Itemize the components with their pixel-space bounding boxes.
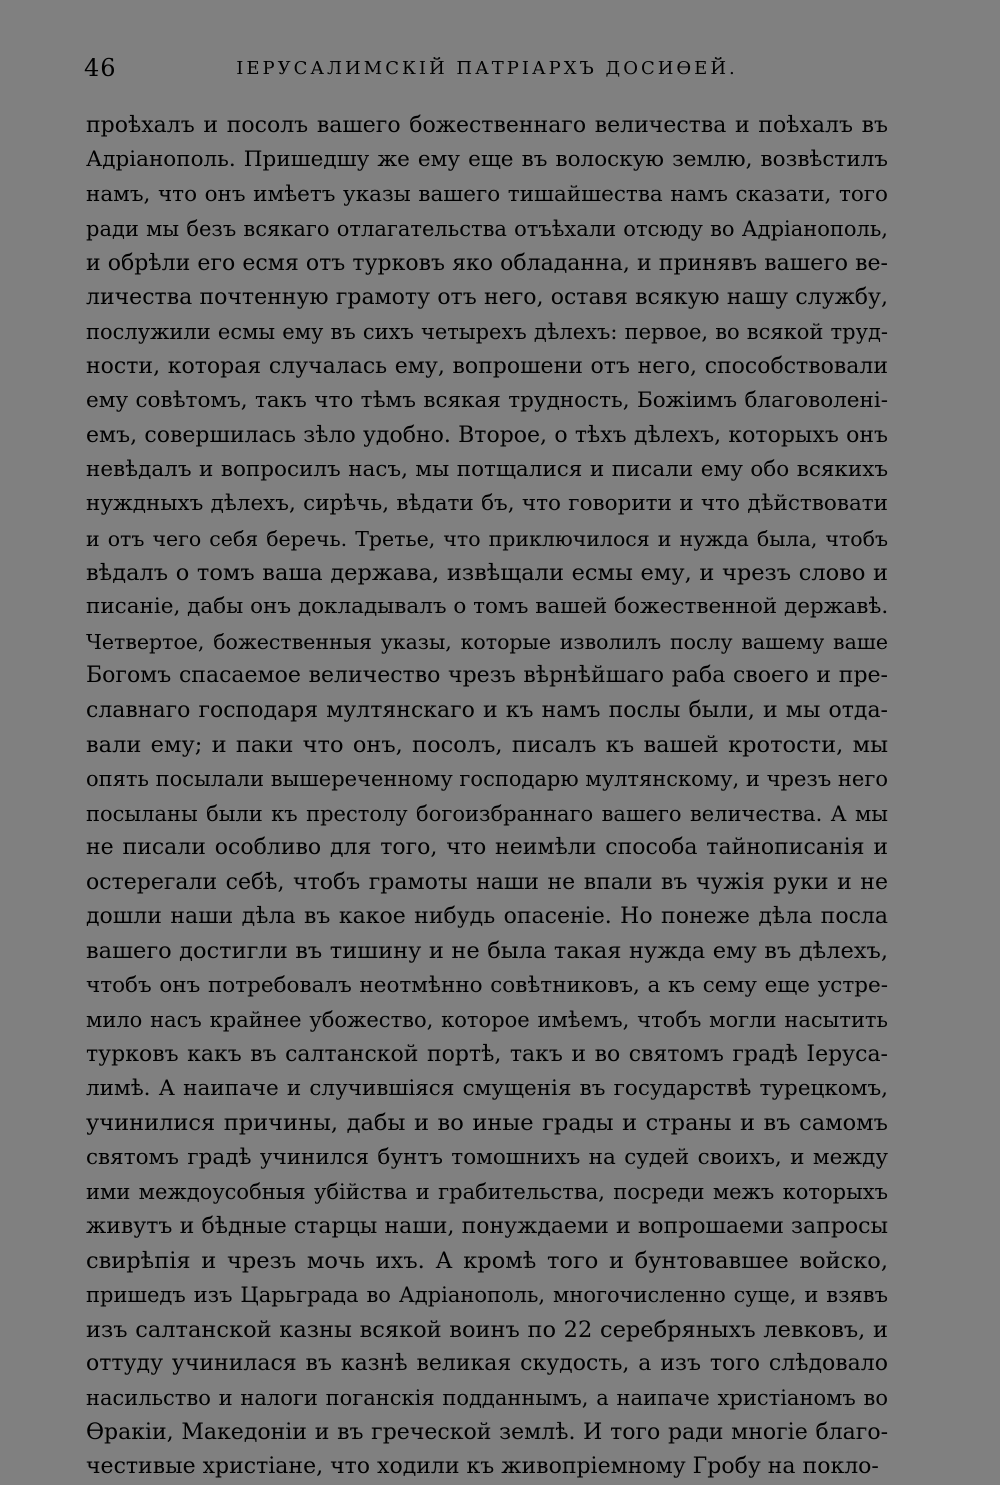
page-number: 46: [84, 54, 117, 82]
text-line: живутъ и бѣдные старцы наши, понуждаеми и вопрошаеми запросы: [86, 1213, 888, 1239]
text-line: писаніе, дабы онъ докладывалъ о томъ вашей божественной державѣ.: [86, 594, 888, 620]
text-line: дошли наши дѣла въ какое нибудь опасеніе. Но понеже дѣла посла: [86, 903, 888, 929]
text-line: изъ салтанской казны всякой воинъ по 22 серебряныхъ левковъ, и: [86, 1316, 888, 1343]
text-line: ему совѣтомъ, такъ что тѣмъ всякая трудность, Божіимъ благоволені-: [86, 388, 888, 414]
running-title: ІЕРУСАЛИМСКІЙ ПАТРІАРХЪ ДОСИѲЕЙ.: [236, 58, 738, 79]
text-line: намъ, что онъ имѣетъ указы вашего тишайшества намъ сказати, того: [86, 181, 888, 207]
text-line: мило насъ крайнее убожество, которое имѣемъ, чтобъ могли насытить: [86, 1008, 888, 1033]
text-line: учинилися причины, дабы и во иные грады и страны и въ самомъ: [86, 1110, 888, 1137]
text-line: вашего достигли въ тишину и не была такая нужда ему въ дѣлехъ,: [86, 938, 888, 965]
text-line: ради мы безъ всякаго отлагательства отъѣхали отсюду во Адріанополь,: [86, 217, 888, 242]
text-line: нуждныхъ дѣлехъ, сирѣчь, вѣдати бъ, что говорити и что дѣйствовати: [86, 491, 888, 517]
text-line: и обрѣли его есмя отъ турковъ яко обладанна, и принявъ вашего ве-: [86, 250, 888, 276]
text-line: Ѳракіи, Македоніи и въ греческой землѣ. И того ради многіе благо-: [86, 1419, 888, 1445]
text-line: вали ему; и паки что онъ, посолъ, писалъ къ вашей кротости, мы: [86, 732, 888, 759]
text-line: честивые христіане, что ходили къ живопріемному Гробу на покло-: [86, 1454, 879, 1480]
text-line: послужили есмы ему въ сихъ четырехъ дѣлехъ: первое, во всякой труд-: [86, 320, 888, 345]
text-line: ности, которая случалась ему, вопрошени отъ него, способствовали: [86, 353, 888, 379]
text-line: Адріанополь. Пришедшу же ему еще въ волоскую землю, возвѣстилъ: [86, 147, 888, 173]
text-line: славнаго господаря мултянскаго и къ намъ послы были, и мы отда-: [86, 697, 888, 723]
text-line: опять посылали вышереченному господарю мултянскому, и чрезъ него: [86, 767, 888, 792]
text-line: Четвертое, божественныя указы, которые изволилъ послу вашему ваше: [86, 629, 888, 654]
text-line: свирѣпія и чрезъ мочь ихъ. А кромѣ того и бунтовавшее войско,: [86, 1247, 888, 1274]
running-header: [84, 54, 890, 88]
text-line: лимѣ. А наипаче и случившіяся смущенія въ государствѣ турецкомъ,: [86, 1075, 888, 1101]
text-line: святомъ градѣ учинился бунтъ томошнихъ на судей своихъ, и между: [86, 1144, 888, 1170]
text-line: невѣдалъ и вопросилъ насъ, мы потщалися и писали ему обо всякихъ: [86, 456, 888, 482]
text-line: Богомъ спасаемое величество чрезъ вѣрнѣйшаго раба своего и пре-: [86, 663, 888, 689]
text-line: остерегали себѣ, чтобъ грамоты наши не впали въ чужія руки и не: [86, 869, 888, 895]
text-line: оттуду учинилася въ казнѣ великая скудость, а изъ того слѣдовало: [86, 1351, 888, 1377]
text-line: емъ, совершилась зѣло удобно. Второе, о тѣхъ дѣлехъ, которыхъ онъ: [86, 422, 888, 448]
body-text: [86, 109, 888, 1485]
text-line: ими междоусобныя убійства и грабительства, посреди межъ которыхъ: [86, 1180, 888, 1205]
text-line: пришедъ изъ Царьграда во Адріанополь, многочисленно суще, и взявъ: [86, 1283, 888, 1308]
text-line: не писали особливо для того, что неимѣли способа тайнописанія и: [86, 835, 888, 861]
text-line: турковъ какъ въ салтанской портѣ, такъ и во святомъ градѣ Іеруса-: [86, 1041, 888, 1067]
text-line: проѣхалъ и посолъ вашего божественнаго величества и поѣхалъ въ: [86, 113, 888, 138]
text-line: чтобъ онъ потребовалъ неотмѣнно совѣтниковъ, а къ сему еще устре-: [86, 972, 888, 998]
text-line: посыланы были къ престолу богоизбраннаго вашего величества. А мы: [86, 801, 888, 826]
text-line: и отъ чего себя беречь. Третье, что приключилося и нужда была, чтобъ: [86, 526, 888, 551]
text-line: вѣдалъ о томъ ваша держава, извѣщали есмы ему, и чрезъ слово и: [86, 560, 888, 587]
text-line: насильство и налоги поганскія подданнымъ, а наипаче христіаномъ во: [86, 1386, 888, 1411]
text-line: личества почтенную грамоту отъ него, оставя всякую нашу службу,: [86, 284, 888, 310]
